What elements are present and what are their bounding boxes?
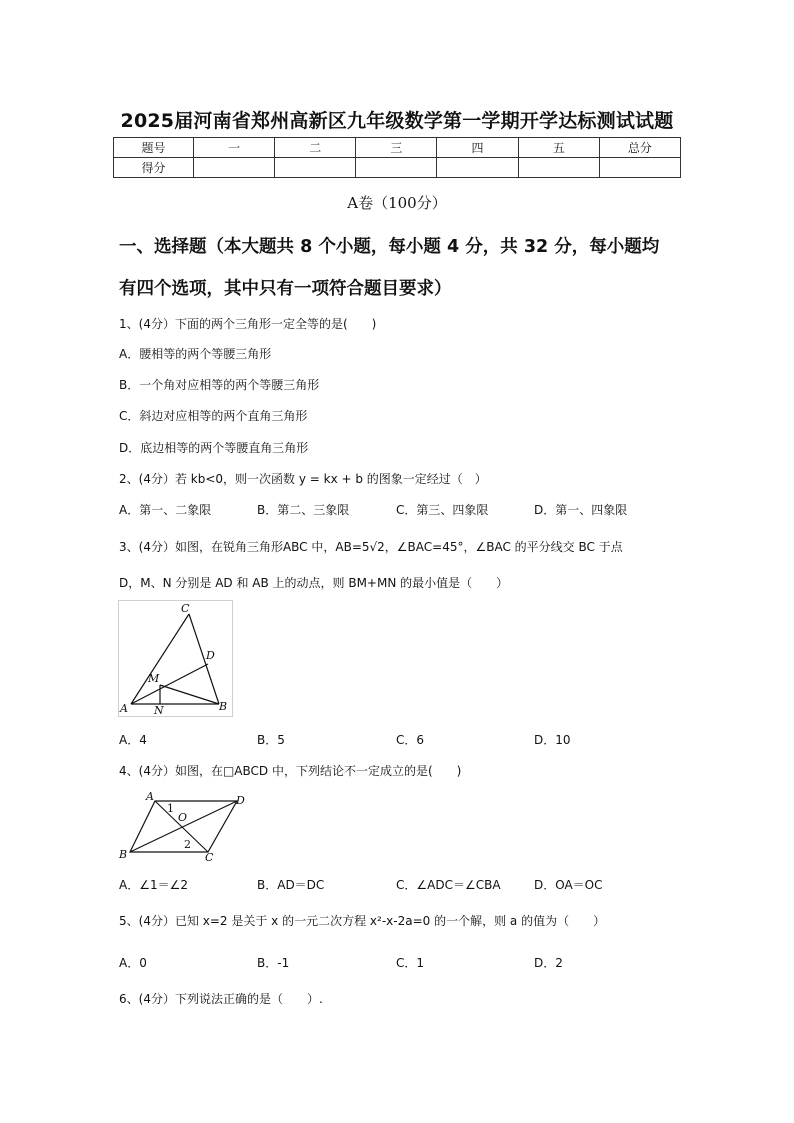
question-3-option-c: C．6 — [396, 733, 425, 747]
question-5-option-c: C．1 — [396, 956, 425, 970]
paper-section-heading: A卷（100分） — [347, 194, 447, 212]
score-header-cell: 二 — [275, 138, 356, 158]
label-c: C — [181, 602, 190, 615]
score-table-header-row — [114, 138, 681, 158]
question-5-option-d: D．2 — [534, 956, 563, 970]
score-header-cell: 四 — [437, 138, 518, 158]
bisector-ad — [131, 664, 208, 704]
question-3-option-a: A．4 — [119, 733, 147, 747]
question-2-stem: 2、(4分）若 kb<0，则一次函数 y = kx + b 的图象一定经过（ ） — [119, 472, 487, 486]
section-heading-line1: 一、选择题（本大题共 8 个小题，每小题 4 分，共 32 分，每小题均 — [119, 237, 660, 257]
question-3-option-d: D．10 — [534, 733, 571, 747]
label-n: N — [154, 704, 164, 717]
score-cell — [275, 158, 356, 178]
question-1-option-d: D．底边相等的两个等腰直角三角形 — [119, 441, 309, 455]
score-cell — [437, 158, 518, 178]
score-cell — [194, 158, 275, 178]
label-d: D — [236, 794, 245, 807]
label-b: B — [119, 848, 128, 861]
score-cell — [356, 158, 437, 178]
label-m: M — [148, 672, 160, 685]
label-c: C — [205, 851, 214, 864]
question-4-option-b: B．AD＝DC — [257, 878, 325, 892]
score-header-cell: 五 — [518, 138, 599, 158]
label-a: A — [146, 790, 154, 803]
label-d: D — [206, 649, 215, 662]
question-2-option-d: D．第一、四象限 — [534, 503, 628, 517]
question-5-option-a: A．0 — [119, 956, 147, 970]
question-6-stem: 6、(4分）下列说法正确的是（ ）. — [119, 992, 323, 1006]
score-cell — [599, 158, 680, 178]
question-1-stem: 1、(4分）下面的两个三角形一定全等的是( ) — [119, 317, 377, 331]
question-5-option-b: B．-1 — [257, 956, 290, 970]
question-4-option-d: D．OA＝OC — [534, 878, 603, 892]
score-row-label: 得分 — [114, 158, 194, 178]
figure-frame — [119, 601, 233, 717]
segment-bm — [160, 685, 219, 704]
score-header-cell: 一 — [194, 138, 275, 158]
score-table — [113, 137, 681, 178]
question-4-option-c: C．∠ADC＝∠CBA — [396, 878, 501, 892]
diagonal-ac — [155, 801, 208, 852]
question-5-stem: 5、(4分）已知 x=2 是关于 x 的一元二次方程 x²-x-2a=0 的一个解，则 a 的值为（ ） — [119, 914, 606, 928]
angle-1-label: 1 — [167, 802, 174, 815]
question-3-stem-line2: D，M、N 分别是 AD 和 AB 上的动点，则 BM+MN 的最小值是（ ） — [119, 576, 509, 590]
label-a: A — [120, 702, 128, 715]
score-table-score-row — [114, 158, 681, 178]
section-heading-line2: 有四个选项，其中只有一项符合题目要求） — [119, 279, 452, 299]
question-1-option-c: C．斜边对应相等的两个直角三角形 — [119, 409, 308, 423]
label-o: O — [178, 811, 188, 824]
question-3-option-b: B．5 — [257, 733, 285, 747]
question-4-option-a: A．∠1＝∠2 — [119, 878, 188, 892]
question-2-option-a: A．第一、二象限 — [119, 503, 212, 517]
question-3-stem-line1: 3、(4分）如图，在锐角三角形ABC 中，AB=5√2，∠BAC=45°，∠BAC 的平分线交 BC 于点 — [119, 540, 623, 554]
score-cell — [518, 158, 599, 178]
triangle-abc-figure — [118, 600, 234, 718]
question-2-option-c: C．第三、四象限 — [396, 503, 489, 517]
parallelogram-abcd-figure — [115, 788, 255, 864]
label-b: B — [219, 700, 228, 713]
score-header-cell: 三 — [356, 138, 437, 158]
question-1-option-b: B．一个角对应相等的两个等腰三角形 — [119, 378, 320, 392]
question-1-option-a: A．腰相等的两个等腰三角形 — [119, 347, 272, 361]
score-header-cell: 题号 — [114, 138, 194, 158]
score-header-cell: 总分 — [599, 138, 680, 158]
exam-title: 2025届河南省郑州高新区九年级数学第一学期开学达标测试试题 — [120, 110, 674, 132]
angle-2-label: 2 — [184, 838, 191, 851]
question-2-option-b: B．第二、三象限 — [257, 503, 350, 517]
question-4-stem: 4、(4分）如图，在□ABCD 中，下列结论不一定成立的是( ) — [119, 764, 462, 778]
